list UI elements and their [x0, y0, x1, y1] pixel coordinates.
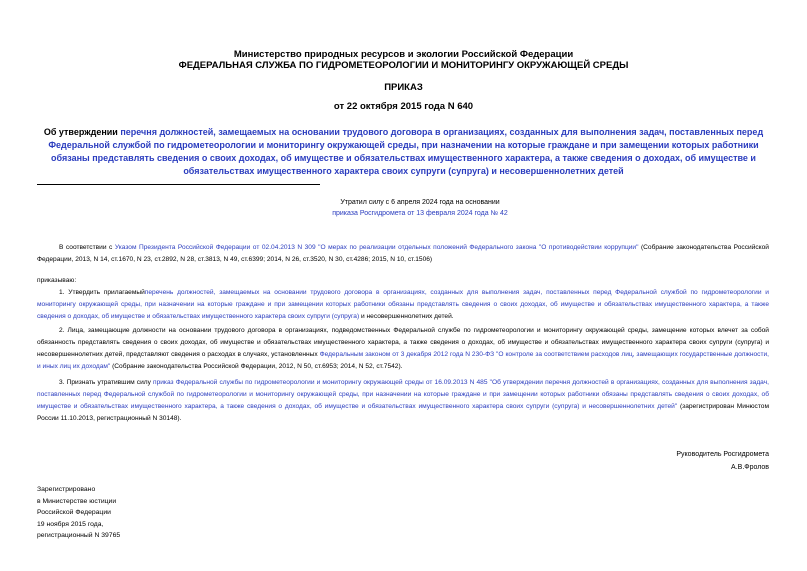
ministry-name: Министерство природных ресурсов и экологии Российской Федерации	[233, 49, 574, 60]
document-title	[40, 126, 767, 178]
registration-line: Зарегистрировано	[37, 486, 96, 493]
item-2-paragraph	[37, 325, 769, 373]
item-3-paragraph	[37, 377, 769, 425]
registration-line: в Министерстве юстиции	[37, 497, 117, 505]
preamble-paragraph	[37, 242, 769, 266]
item-2-citation: (Собрание законодательства Российской Федерации, 2012, N 50, ст.6953; 2014, N 52, ст.7542).	[110, 363, 403, 370]
orders-word: приказываю:	[37, 277, 77, 284]
service-name: ФЕДЕРАЛЬНАЯ СЛУЖБА ПО ГИДРОМЕТЕОРОЛОГИИ И МОНИТОРИНГУ ОКРУЖАЮЩЕЙ СРЕДЫ	[178, 60, 629, 71]
item-2-text: 2. Лица, замещающие должности на основании трудового договора в организациях, подведомственных Федеральной службе по гидрометеорологии и мониторингу окружающей среды, замещение которых влечет за собой обязанность представлять сведения о своих доходах, об имуществе и обязательствах имущественного характера, а также сведения о доходах, об имуществе и обязательствах имущественного характера своих супруги (супруга) и несовершеннолетних детей, представляют сведения о расходах в случаях, установленных	[37, 327, 769, 358]
signature-block	[676, 448, 769, 474]
divider	[37, 184, 320, 185]
registration-number: регистрационный N 39765	[37, 532, 121, 539]
lost-force-note	[250, 197, 590, 219]
preamble-citation: (Собрание законодательства Российской Федерации, 2013, N 14, ст.1670, N 23, ст.2892, N 28, ст.3813, N 49, ст.6399; 2014, N 26, ст.3520, N 30, ст.4286; 2015, N 10, ст.1506)	[37, 244, 769, 263]
repealed-order-link[interactable]: приказ Федеральной службы по гидрометеорологии и мониторингу окружающей среды от 16.09.2013 N 485 "Об утверждении перечня должностей в организациях, созданных для выполнения задач, поставленных перед Федеральной службой по гидрометеорологии и мониторингу окружающей среды, при назначении на которые граждане и при замещении которых работники обязаны представлять сведения о своих доходах, об имуществе и обязательствах имущественного характера, а также сведения о доходах, об имуществе и обязательствах имущественного характера своих супруги (супруга) и несовершеннолетних детей"	[37, 379, 769, 410]
federal-law-230-link[interactable]: Федеральным законом от 3 декабря 2012 года N 230-ФЗ "О контроле за соответствием расходов лиц, замещающих государственные должности, и иных лиц их доходам"	[37, 351, 769, 370]
signatory-position: Руководитель Росгидромета	[676, 451, 769, 458]
item-1-text: 1. Утвердить прилагаемый	[59, 289, 145, 296]
item-1-paragraph	[37, 287, 769, 323]
lost-force-text: Утратил силу с 6 апреля 2024 года на основании	[340, 199, 500, 206]
item-3-registration: (зарегистрирован Минюстом России 11.10.2013, регистрационный N 30148).	[37, 403, 769, 422]
signatory-name: А.В.Фролов	[731, 464, 769, 471]
item-3-text: 3. Признать утратившим силу	[59, 379, 151, 386]
positions-list-link[interactable]: перечень должностей, замещаемых на основании трудового договора в организациях, созданных для выполнения задач, поставленных перед Федеральной службой по гидрометеорологии и мониторингу окружающей среды, при назначении на которые граждане и при замещении которых работники обязаны представлять сведения о своих доходах, об имуществе и обязательствах имущественного характера, а также сведения о доходах, об имуществе и обязательствах имущественного характера своих супруги (супруга)	[37, 289, 769, 320]
title-list-link[interactable]: перечня должностей, замещаемых на основании трудового договора в организациях, созданных для выполнения задач, поставленных перед Федеральной службой по гидрометеорологии и мониторингу окружающей среды, при назначении на которые граждане и при замещении которых работники обязаны представлять сведения о своих доходах, об имуществе и обязательствах имущественного характера, а также сведения о доходах, об имуществе и обязательствах имущественного характера своих супруги (супруга) и несовершеннолетних детей	[48, 127, 764, 176]
preamble-text: В соответствии с	[59, 244, 115, 251]
document-date: от 22 октября 2015 года N 640	[333, 101, 474, 112]
document-type: ПРИКАЗ	[384, 82, 423, 93]
title-prefix: Об утверждении	[43, 127, 121, 137]
registration-date: 19 ноября 2015 года,	[37, 520, 104, 528]
registration-line: Российской Федерации	[37, 509, 111, 516]
lost-force-order-link[interactable]: приказа Росгидромета от 13 февраля 2024 года № 42	[332, 210, 508, 217]
registration-block	[37, 484, 120, 542]
presidential-decree-link[interactable]: Указом Президента Российской Федерации от 02.04.2013 N 309 "О мерах по реализации отдельных положений Федерального закона "О противодействии коррупции"	[114, 244, 639, 251]
item-1-tail: и несовершеннолетних детей.	[359, 313, 454, 320]
